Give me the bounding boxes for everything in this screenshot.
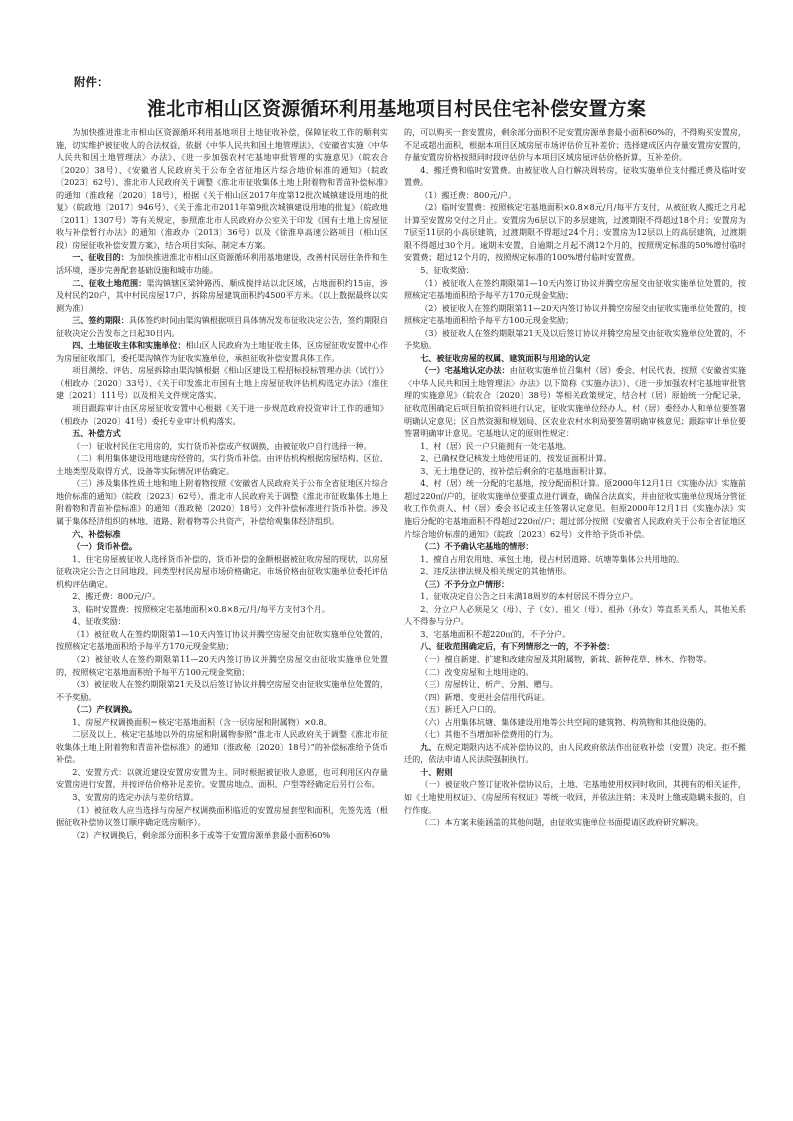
paragraph: （三）涉及集体性质土地和地上附着物按照《安徽省人民政府关于公布全省征地区片综合地价标准的通知》（皖政〔2023〕62号）、淮北市人民政府关于调整《淮北市征收集体土地上附着物和青苗补偿标准》的通知（淮政秘〔2020〕18号）文件补偿标准进行货币补偿。涉及属于集体经济组织的林地、道路、附着物等公共资产，补偿给观集体经济组织。 bbox=[56, 478, 388, 526]
paragraph: （六）占用集体坑塘、集体建设用地等公共空间的建筑物、构筑物和其他设施的。 bbox=[420, 716, 712, 727]
paragraph: （一）擅自新建、扩建和改建房屋及其附属物，新栽、新种花草、林木、作物等。 bbox=[420, 653, 712, 664]
paragraph: （一）被征收户签订征收补偿协议后，土地、宅基地使用权同时收回，其拥有的相关证件，如《土地使用权证》、《房屋所有权证》等统一收回，并依法注销；未及时上缴或隐瞒未报的，自行作废。 bbox=[404, 779, 746, 815]
paragraph: （2）临时安置费：按照核定宅基地面积×0.8×8元/月/每平方支付，从被征收人搬迁之月起计算至安置房交付之月止。安置房为6层以下的多层建筑，过渡期限不得超过18个月；安置房为7层至11层的小高层建筑，过渡期限不得超过24个月；安置房为12层以上的高层建筑，过渡期限不得超过30个月。逾期未安置，自逾期之月起不满12个月的，按照规定标准的50%增付临时安置费；超过12个月的，按照规定标准的100%增付临时安置费。 bbox=[404, 202, 746, 263]
paragraph-text: 相山区人民政府为土地征收主体，区房屋征收安置中心作为房屋征收部门，委托渠沟镇作为征收实施单位，承担征收补偿安置具体工作。 bbox=[56, 340, 388, 363]
paragraph: （五）新迁入户口的。 bbox=[420, 704, 502, 715]
paragraph: 2、搬迁费：800元/户。 bbox=[72, 591, 161, 602]
paragraph: （1）被征收人在签约期限第1—10天内签订协议并腾空房屋交由征收实施单位处置的，按照核定宅基地面积给予每平方170元现金奖励； bbox=[404, 277, 746, 301]
paragraph: （三）房屋转让、析产、分割、赠与。 bbox=[420, 679, 558, 690]
paragraph: 2、安置方式：以就近建设安置房安置为主。同时根据被征收人意愿，也可利用区内存量安置房进行安置，并按评估价格补足差价。安置房地点、面积、户型等经确定后另行公布。 bbox=[56, 766, 388, 790]
paragraph: 为加快推进淮北市相山区资源循环利用基地项目土地征收补偿，保障征收工作的顺利实施，切实维护被征收人的合法权益，依据《中华人民共和国土地管理法》、《安徽省实施〈中华人民共和国土地管理法〉办法》、《进一步加强农村宅基地审批管理的实施意见》（皖农合〔2020〕38号）、《安徽省人民政府关于公布全省征地区片综合地价标准的通知》（皖政〔2023〕62号）、淮北市人民政府关于调整《淮北市征收集体土地上附着物和青苗补偿标准》的通知（淮政秘〔2020〕18号），根据《关于相山区2017年度第12批次城镇建设用地的批复》（皖政地〔2017〕946号）、《关于淮北市2011年第9批次城镇建设用地的批复》（皖政地〔2011〕1307号）等有关规定，参照淮北市人民政府办公室关于印发《国有土地上房屋征收与补偿暂行办法》的通知（淮政办〔2013〕36号）以及《徐淮阜高速公路项目（相山区段）房屋征收补偿安置方案》，结合项目实际，制定本方案。 bbox=[56, 127, 388, 250]
section-heading: （一）货币补偿。 bbox=[72, 541, 137, 552]
paragraph: 4、搬迁费和临时安置费。由被征收人自行解决周转房，征收实施单位支付搬迁费及临时安置费。 bbox=[404, 164, 746, 188]
section-heading: 五、补偿方式 bbox=[72, 428, 121, 439]
paragraph: （3）被征收人在签约期限第21天及以后签订协议并腾空房屋交由征收实施单位处置的，不予奖励。 bbox=[56, 679, 388, 702]
paragraph: （2）产权调换后，剩余部分面积多于或等于安置房源单套最小面积60% bbox=[72, 829, 331, 840]
paragraph-lead: 九、 bbox=[420, 741, 437, 752]
paragraph: 3、安置房的选定办法与差价结算。 bbox=[72, 791, 199, 802]
section-heading: 七、被征收房屋的权属、建筑面积与用途的认定 bbox=[420, 352, 591, 363]
section-heading: 十、附则 bbox=[420, 766, 453, 777]
section-heading: （二）不予确认宅基地的情形： bbox=[420, 541, 534, 552]
paragraph: （二）本方案未能涵盖的其他问题，由征收实施单位书面提请区政府研究解决。 bbox=[420, 817, 704, 828]
paragraph: （七）其他不当增加补偿费用的行为。 bbox=[420, 729, 558, 740]
paragraph: 5、征收奖励： bbox=[420, 265, 474, 276]
paragraph-text: 渠沟镇辖区梁钟路西、顺成搅拌站以北区域，占地面积约15亩，涉及村民约20户，其中村民房屋17户，拆除房屋建筑面积约4500平方米。（以上数据最终以实测为准） bbox=[56, 277, 388, 313]
paragraph: 1、村（居）民一户只能拥有一处宅基地。 bbox=[420, 440, 572, 451]
section-heading: （二）产权调换。 bbox=[72, 704, 137, 715]
paragraph-lead: 三、签约期限： bbox=[72, 315, 129, 326]
paragraph bbox=[56, 314, 388, 339]
paragraph-text: 由征收实施单位召集村（居）委会、村民代表，按照《安徽省实施〈中华人民共和国土地管理法〉办法》以下简称《实施办法》）、《进一步加强农村宅基地审批管理的实施意见》（皖农合〔2020〕38号）等相关政策规定，结合村（居）原始统一分配记录、征收范围确定后项目航拍资料进行认定，征收实施单位经办人、村（居）委经办人和单位要签署明确认定意见；区自然资源和规划局、区农业农村水利局要签署明确审核意见；跟踪审计单位要签署明确审计意见。宅基地认定的原则性规定： bbox=[404, 365, 746, 439]
paragraph-lead: （一）宅基地认定办法： bbox=[420, 365, 510, 376]
paragraph-text: 在规定期限内达不成补偿协议的，由人民政府依法作出征收补偿（安置）决定。拒不搬迁的，依法申请人民法院强制执行。 bbox=[404, 741, 746, 765]
paragraph-lead: 四、土地征收主体和实施单位： bbox=[72, 340, 186, 351]
paragraph: 3、宅基地面积不超220㎡的，不予分户。 bbox=[420, 628, 571, 639]
document-title: 淮北市相山区资源循环利用基地项目村民住宅补偿安置方案 bbox=[146, 98, 647, 120]
paragraph bbox=[404, 741, 746, 766]
paragraph: 4、征收奖励： bbox=[72, 616, 126, 627]
paragraph: （二）改变房屋和土地用途的。 bbox=[420, 666, 534, 677]
paragraph: 2、分立户人必须是父（母）、子（女）、祖父（母）、祖孙（孙女）等直系关系人，其他关系人不得参与分户。 bbox=[404, 603, 746, 627]
paragraph: 1、房屋产权调换面积＝核定宅基地面积（含一层房屋和附属物）×0.8。 bbox=[72, 716, 332, 727]
right-column bbox=[404, 126, 746, 829]
section-heading: 八、征收范围确定后，有下列情形之一的，不予补偿： bbox=[420, 641, 615, 652]
paragraph: （一）征收村民住宅用房的，实行货币补偿或产权调换，由被征收户自行选择一种。 bbox=[72, 440, 372, 451]
paragraph: 2、违反法律法规及相关规定的其他情形。 bbox=[420, 566, 572, 577]
section-heading: （三）不予分立户情形： bbox=[420, 578, 510, 589]
paragraph: 4、村（居）统一分配的宅基地，按分配面积计算。原2000年12月1日《实施办法》实施前超过220㎡/户的，征收实施单位要重点进行调查，确保合法真实，并由征收实施单位现场分管征收工作负责人、村（居）委会书记或主任签署认定意见。但原2000年12月1日《实施办法》实施后分配的宅基地面积不得超过220㎡/户；超过部分按照《安徽省人民政府关于公布全省征地区片综合地价标准的通知》（皖政〔2023〕62号）文件给予货币补偿。 bbox=[404, 478, 746, 539]
paragraph-lead: 二、征收土地范围： bbox=[72, 277, 147, 288]
paragraph: 项目测绘、评估、房屋拆除由渠沟镇根据《相山区建设工程招标投标管理办法（试行）》（相政办〔2020〕33号）、《关于印发淮北市国有土地上房屋征收评估机构选定办法》（淮住建〔2021〕111号）以及相关文件规定落实。 bbox=[56, 365, 388, 401]
paragraph: 项目跟踪审计由区房屋征收安置中心根据《关于进一步规范政府投资审计工作的通知》（相政办〔2020〕41号）委托专业审计机构落实。 bbox=[56, 403, 388, 426]
paragraph: （3）被征收人在签约期限第21天及以后签订协议并腾空房屋交由征收实施单位处置的，不予奖励。 bbox=[404, 327, 746, 351]
paragraph bbox=[56, 277, 388, 315]
paragraph: （2）被征收人在签约期限第11—20天内签订协议并腾空房屋交由征收实施单位处置的，按照核定宅基地面积给予每平方100元现金奖励； bbox=[56, 653, 388, 677]
paragraph: （1）被征收人应当选择与房屋产权调换面积临近的安置房屋套型和面积，先签先选（根据征收补偿协议签订顺序确定选房顺序）。 bbox=[56, 804, 388, 828]
paragraph: 1、征收决定自公告之日未满18周岁的本村居民不得分立户。 bbox=[420, 591, 638, 602]
paragraph-text: 具体签约时间由渠沟镇根据项目具体情况发布征收决定公告，签约期限自征收决定公告发布之日起30日内。 bbox=[56, 315, 388, 338]
paragraph bbox=[56, 251, 388, 276]
paragraph: 3、无土地登记的，按补偿后剩余的宅基地面积计算。 bbox=[420, 465, 612, 476]
paragraph-lead: 一、征收目的： bbox=[72, 252, 129, 263]
paragraph: （1）被征收人在签约期限第1—10天内签订协议并腾空房屋交由征收实施单位处置的，按照核定宅基地面积给予每平方170元现金奖励； bbox=[56, 628, 388, 652]
paragraph: （2）被征收人在签约期限第11—20天内签订协议并腾空房屋交由征收实施单位处置的，按照核定宅基地面积给予每平方100元现金奖励； bbox=[404, 302, 746, 326]
paragraph: 的，可以购买一套安置房，剩余部分面积不足安置房源单套最小面积60%的，不得购买安置房，不足或超出面积，根据本项目区域房屋市场评估价互补差价；选择建成区内存量安置房安置的，存量安置房价格按照同时段评估价与本项目区域房屋评估价格折算，互补差价。 bbox=[404, 127, 746, 163]
paragraph: 1、擅自占用农用地、承包土地，侵占村居道路、坑塘等集体公共用地的。 bbox=[420, 553, 685, 564]
paragraph bbox=[56, 339, 388, 364]
paragraph: （四）新增、变更社会信用代码证。 bbox=[420, 691, 550, 702]
paragraph: 二层及以上、核定宅基地以外的房屋和附属物参照“淮北市人民政府关于调整《淮北市征收集体土地上附着物和青苗补偿标准》的通知（淮政秘〔2020〕18号）”的补偿标准给予货币补偿。 bbox=[56, 729, 388, 765]
attachment-label: 附件： bbox=[74, 75, 109, 89]
paragraph: （二）利用集体建设用地建房经营的，实行货币补偿。由评估机构根据房屋结构、区位、土地类型及取得方式、设备等实际情况评估确定。 bbox=[56, 453, 388, 476]
section-heading: 六、补偿标准 bbox=[72, 528, 121, 539]
paragraph: 1、住宅房屋被征收人选择货币补偿的，货币补偿的金额根据被征收房屋的现状，以房屋征收决定公告之日同地段、同类型村民房屋市场价格确定。市场价格由征收实施单位委托评估机构评估确定。 bbox=[56, 553, 388, 589]
left-column bbox=[56, 126, 388, 841]
paragraph: （1）搬迁费：800元/户。 bbox=[420, 189, 517, 200]
paragraph-text: 为加快推进淮北市相山区资源循环利用基地建设，改善村民居住条件和生活环境，逐步完善配套基础设施和城市功能。 bbox=[56, 252, 388, 276]
paragraph bbox=[404, 364, 746, 439]
paragraph: 2、已确权登记核发土地使用证的，按发证面积计算。 bbox=[420, 453, 612, 464]
paragraph: 3、临时安置费：按照核定宅基地面积×0.8×8元/月/每平方支付3个月。 bbox=[72, 603, 330, 614]
